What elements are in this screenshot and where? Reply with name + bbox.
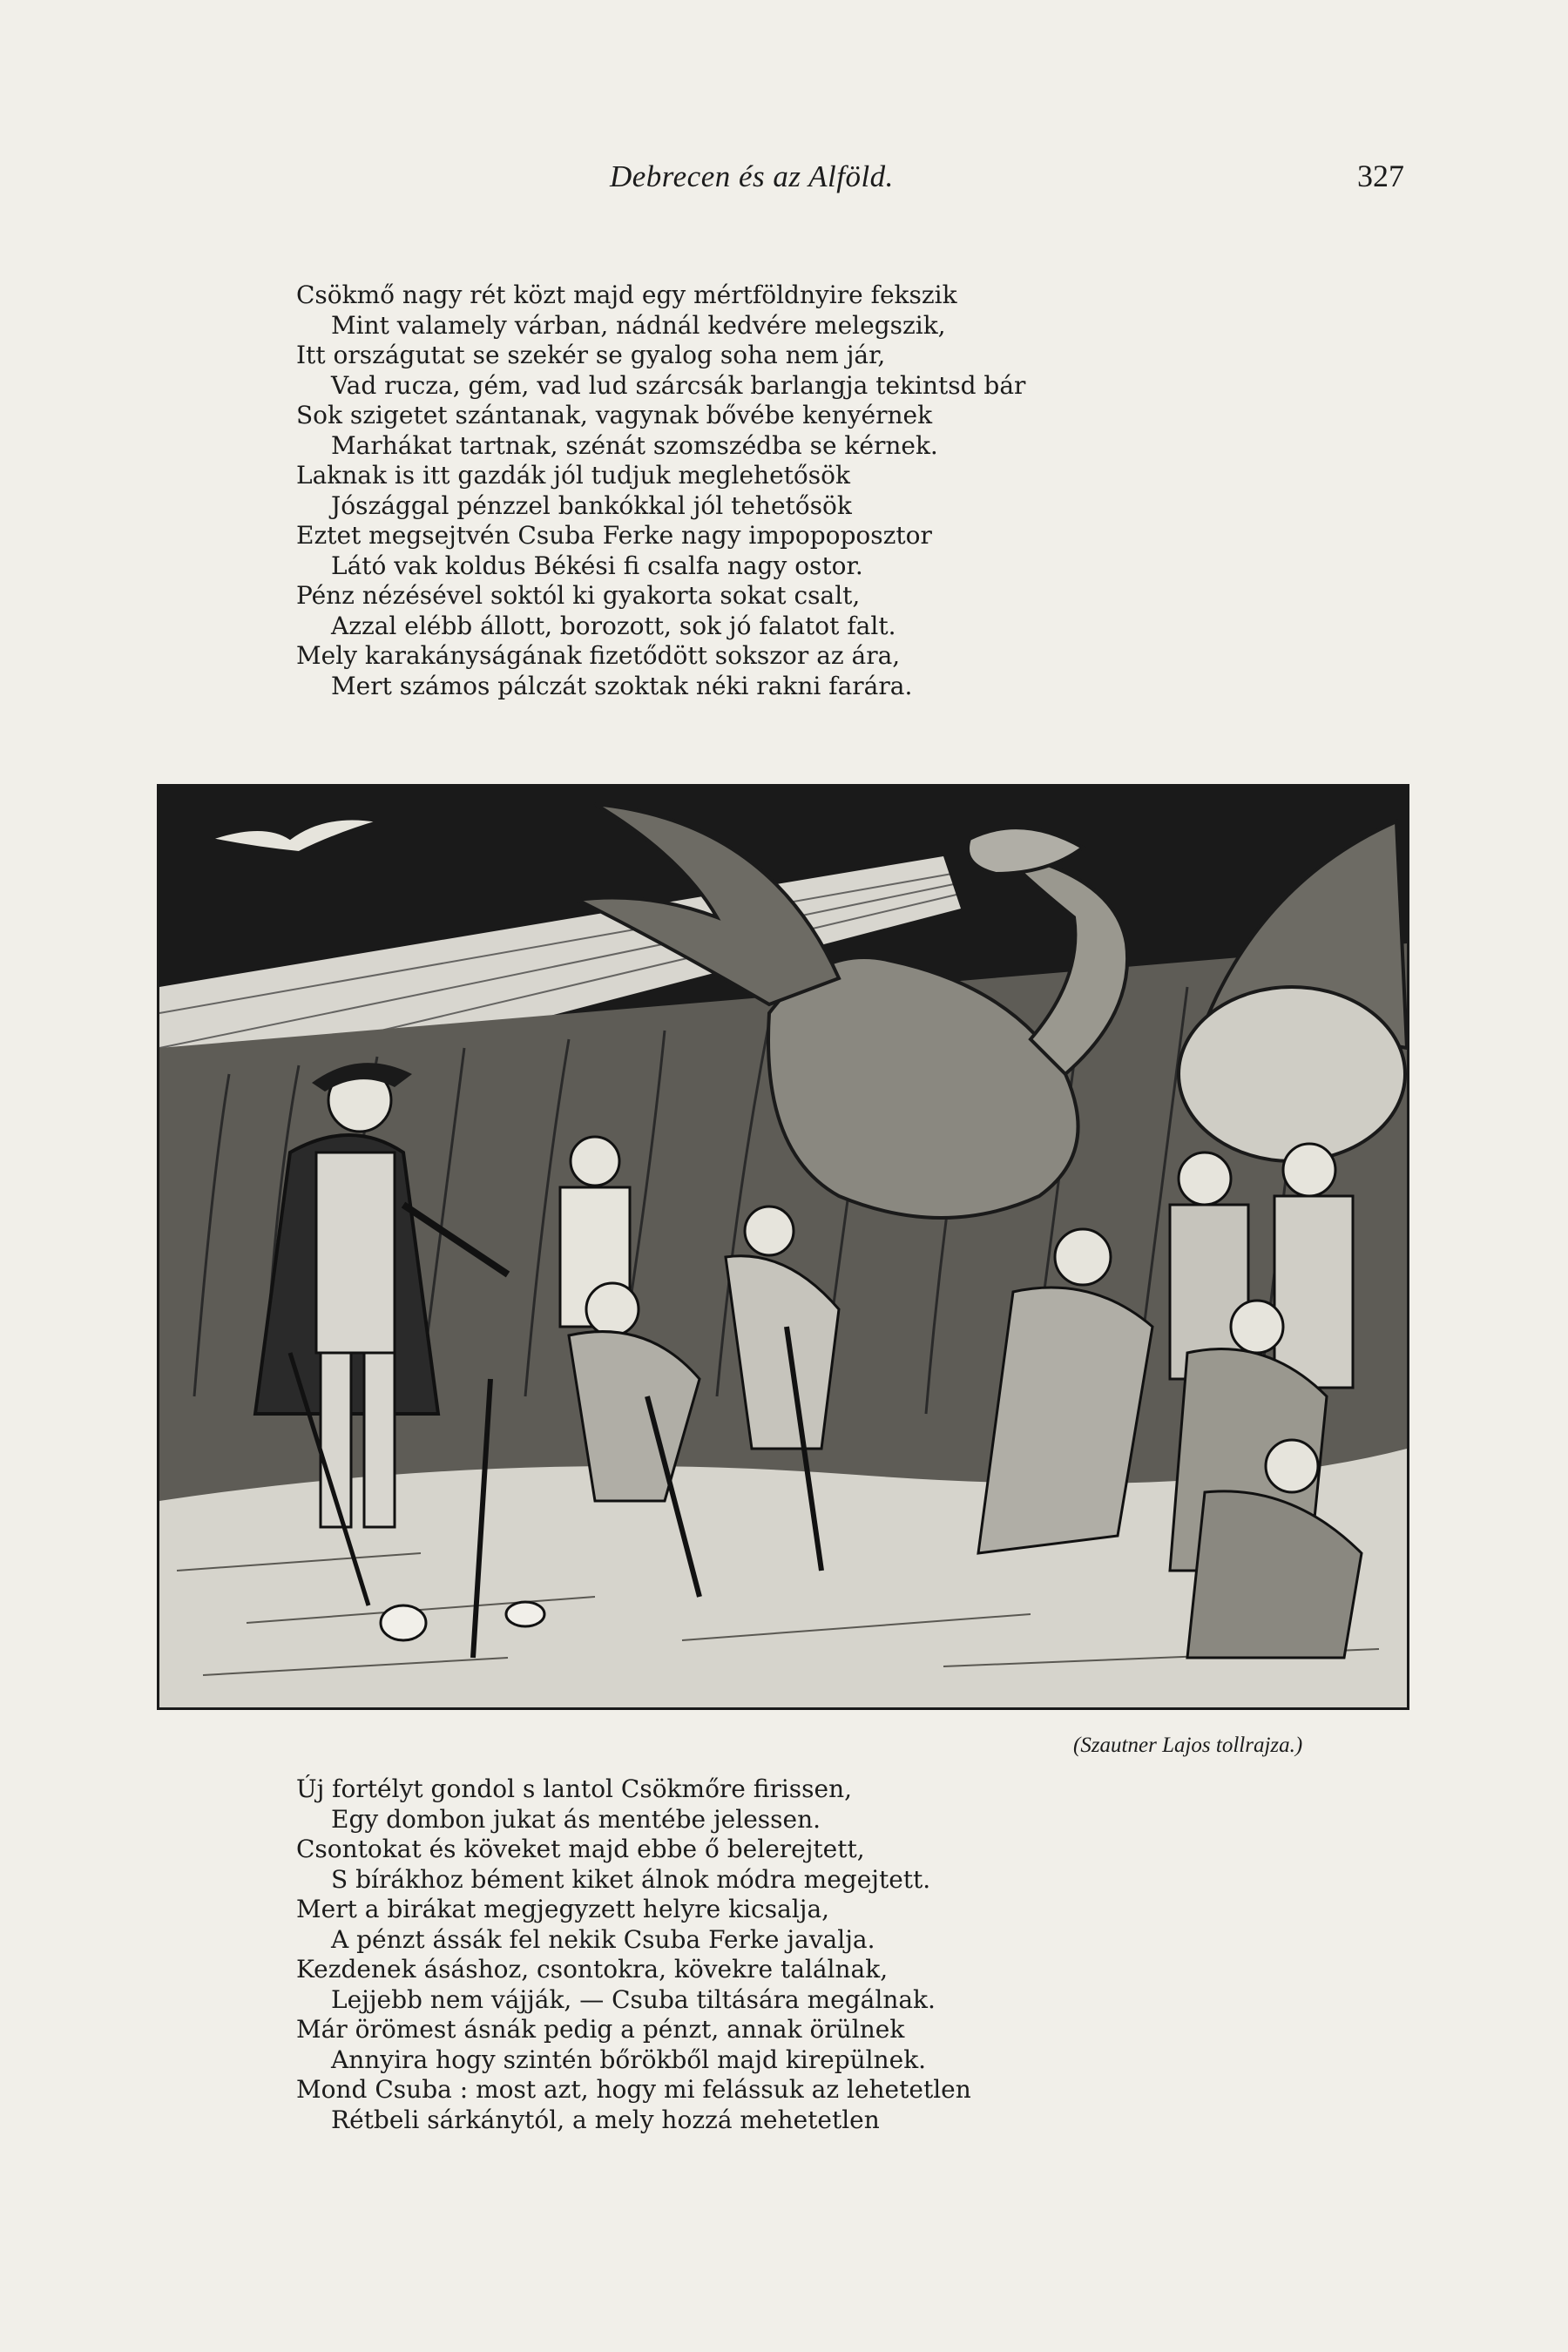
haystack (1179, 987, 1405, 1161)
poem-stanza-bottom (296, 1774, 1342, 2135)
poem-line: Marhákat tartnak, szénát szomszédba se kérnek. (331, 430, 938, 460)
skull (381, 1605, 426, 1640)
dragon-scene-drawing (159, 787, 1407, 1707)
page-number: 327 (1357, 159, 1404, 193)
poem-line: Vad rucza, gém, vad lud szárcsák barlangja tekintsd bár (331, 370, 1026, 400)
poem-line: Annyira hogy szintén bőrökből majd kirepülnek. (331, 2044, 927, 2074)
poem-line: Már örömest ásnák pedig a pénzt, annak örülnek (296, 2015, 905, 2044)
poem-line: Csontokat és köveket majd ebbe ő belerejtett, (296, 1835, 865, 1863)
poem-line: Eztet megsejtvén Csuba Ferke nagy impopoposztor (296, 521, 932, 550)
pen-drawing-illustration (157, 784, 1409, 1710)
poem-line: Új fortélyt gondol s lantol Csökmőre firissen, (296, 1774, 853, 1803)
poem-line: S bírákhoz bément kiket álnok módra megejtett. (331, 1864, 931, 1894)
poem-line: Mint valamely várban, nádnál kedvére melegszik, (331, 310, 946, 340)
poem-line: Sok szigetet szántanak, vagynak bővébe kenyérnek (296, 401, 933, 429)
illustration-caption: (Szautner Lajos tollrajza.) (1073, 1734, 1303, 1757)
poem-line: Laknak is itt gazdák jól tudjuk meglehetősök (296, 461, 850, 490)
poem-line: Rétbeli sárkánytól, a mely hozzá mehetetlen (331, 2105, 880, 2134)
poem-line: Mond Csuba : most azt, hogy mi felássuk az lehetetlen (296, 2075, 971, 2104)
poem-line: Mert a birákat megjegyzett helyre kicsalja, (296, 1895, 830, 1923)
poem-line: Egy dombon jukat ás mentébe jelessen. (331, 1804, 821, 1834)
poem-line: Azzal elébb állott, borozott, sok jó falatot falt. (331, 611, 896, 640)
stone (506, 1602, 544, 1626)
poem-line: Mely karakányságának fizetődött sokszor az ára, (296, 641, 901, 670)
poem-line: Kezdenek ásáshoz, csontokra, kövekre találnak, (296, 1955, 889, 1984)
poem-line: Jószággal pénzzel bankókkal jól tehetősök (331, 490, 852, 520)
poem-line: Csökmő nagy rét közt majd egy mértföldnyire fekszik (296, 280, 957, 309)
running-title: Debrecen és az Alföld. (610, 159, 894, 193)
poem-line: A pénzt ássák fel nekik Csuba Ferke javalja. (331, 1924, 875, 1954)
poem-stanza-top (296, 280, 1342, 701)
poem-line: Itt országutat se szekér se gyalog soha nem jár, (296, 341, 886, 369)
poem-line: Látó vak koldus Békési fi csalfa nagy ostor. (331, 551, 863, 580)
poem-line: Lejjebb nem vájják, — Csuba tiltására megálnak. (331, 1984, 936, 2014)
poem-line: Pénz nézésével soktól ki gyakorta sokat csalt, (296, 581, 861, 610)
poem-line: Mert számos pálczát szoktak néki rakni farára. (331, 671, 913, 700)
